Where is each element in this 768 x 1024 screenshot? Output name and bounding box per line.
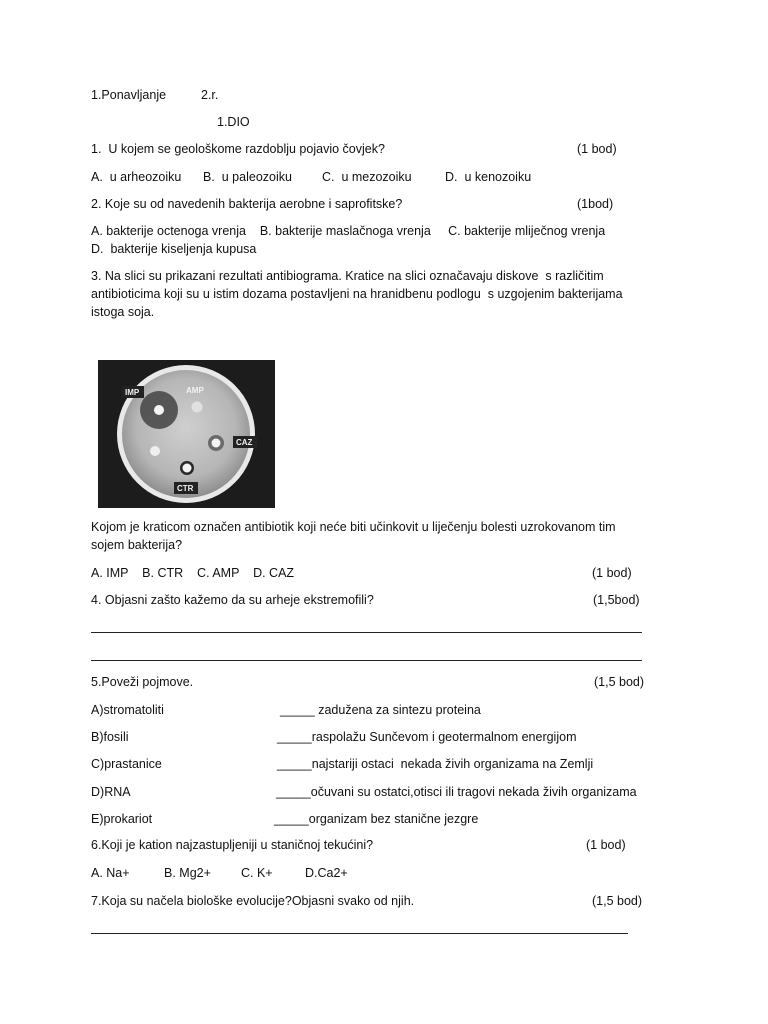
question-3-points: (1 bod)	[592, 566, 632, 580]
question-6-option-b: B. Mg2+	[164, 866, 211, 880]
question-1-text: 1. U kojem se geološkome razdoblju pojavio čovjek?	[91, 142, 385, 156]
match-left-d: D)RNA	[91, 785, 131, 799]
question-3-prompt-line-2: sojem bakterija?	[91, 538, 183, 552]
match-right-3: _____najstariji ostaci nekada živih organizama na Zemlji	[277, 757, 594, 771]
grade-label: 2.r.	[201, 88, 219, 102]
question-1-option-a: A. u arheozoiku	[91, 170, 182, 184]
question-6-option-d: D.Ca2+	[305, 866, 348, 880]
answer-line	[91, 933, 628, 934]
question-6-option-a: A. Na+	[91, 866, 130, 880]
question-5-text: 5.Poveži pojmove.	[91, 675, 194, 689]
question-2-options-line-2: D. bakterije kiseljenja kupusa	[91, 242, 257, 256]
disk	[150, 446, 160, 456]
answer-line	[91, 632, 642, 633]
match-right-4: _____očuvani su ostatci,otisci ili tragovi nekada živih organizama	[276, 785, 637, 799]
answer-line	[91, 660, 642, 661]
question-2-text: 2. Koje su od navedenih bakterija aerobne i saprofitske?	[91, 197, 403, 211]
question-3-options: A. IMP B. CTR C. AMP D. CAZ	[91, 566, 295, 580]
match-right-1: _____ zadužena za sintezu proteina	[280, 703, 481, 717]
part-heading: 1.DIO	[217, 115, 250, 129]
question-5-points: (1,5 bod)	[594, 675, 645, 689]
question-1-points: (1 bod)	[577, 142, 617, 156]
antibiogram-image	[98, 360, 275, 508]
question-1-option-b: B. u paleozoiku	[203, 170, 292, 184]
ctr-disk	[183, 464, 192, 473]
match-left-c: C)prastanice	[91, 757, 162, 771]
match-right-2: _____raspolažu Sunčevom i geotermalnom energijom	[277, 730, 577, 744]
question-1-option-d: D. u kenozoiku	[445, 170, 532, 184]
ctr-label: CTR	[177, 484, 194, 493]
question-6-option-c: C. K+	[241, 866, 273, 880]
petri-dish-drawing	[98, 360, 275, 508]
amp-label: AMP	[186, 386, 204, 395]
question-6-text: 6.Koji je kation najzastupljeniji u staničnoj tekućini?	[91, 838, 374, 852]
question-3-line-1: 3. Na slici su prikazani rezultati antibiograma. Kratice na slici označavaju diskove s različitim	[91, 269, 604, 283]
question-3-line-2: antibioticima koji su u istim dozama postavljeni na hranidbenu podlogu s uzgojenim bakterijama	[91, 287, 623, 301]
imp-label: IMP	[125, 388, 140, 397]
question-2-points: (1bod)	[577, 197, 614, 211]
question-3-prompt-line-1: Kojom je kraticom označen antibiotik koji neće biti učinkovit u liječenju bolesti uzrokovanom tim	[91, 520, 616, 534]
question-1-option-c: C. u mezozoiku	[322, 170, 412, 184]
question-6-points: (1 bod)	[586, 838, 626, 852]
imp-disk	[154, 405, 164, 415]
question-4-text: 4. Objasni zašto kažemo da su arheje ekstremofili?	[91, 593, 374, 607]
match-left-e: E)prokariot	[91, 812, 153, 826]
match-left-b: B)fosili	[91, 730, 129, 744]
match-right-5: _____organizam bez stanične jezgre	[274, 812, 479, 826]
question-4-points: (1,5bod)	[593, 593, 640, 607]
caz-disk	[212, 439, 221, 448]
question-3-line-3: istoga soja.	[91, 305, 155, 319]
match-left-a: A)stromatoliti	[91, 703, 164, 717]
document-title: 1.Ponavljanje	[91, 88, 167, 102]
question-7-text: 7.Koja su načela biološke evolucije?Objasni svako od njih.	[91, 894, 415, 908]
caz-label: CAZ	[236, 438, 253, 447]
question-2-options-line-1: A. bakterije octenoga vrenja B. bakterije maslačnoga vrenja C. bakterije mliječnog vrenja	[91, 224, 606, 238]
amp-disk	[192, 402, 203, 413]
question-7-points: (1,5 bod)	[592, 894, 643, 908]
